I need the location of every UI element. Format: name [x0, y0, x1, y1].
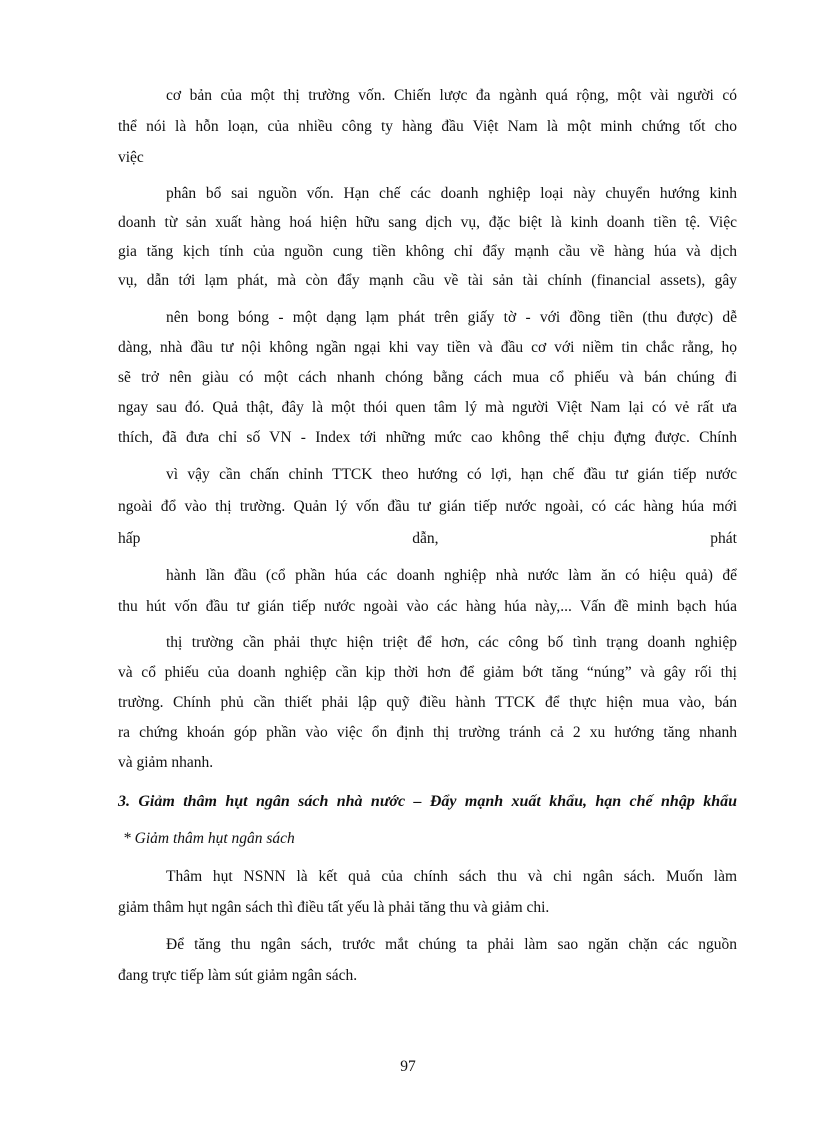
text-line: giảm thâm hụt ngân sách thì điều tất yếu là phải tăng thu và giảm chi. [118, 899, 550, 916]
text-line: và giảm nhanh. [118, 754, 214, 771]
text-line: thu hút vốn đầu tư gián tiếp nước ngoài vào các hàng húa này,... Vấn đề minh bạch húa [118, 598, 737, 615]
text-line: ra chứng khoán góp phần vào việc ổn định thị trường tránh cả 2 xu hướng tăng nhanh [118, 724, 737, 741]
text-line: nên bong bóng - một dạng lạm phát trên giấy tờ - với đồng tiền (thu được) dễ [166, 309, 737, 326]
text-line: hấp dẫn, phát [118, 530, 737, 547]
text-line: dàng, nhà đầu tư nội không ngần ngại khi vay tiền và đầu cơ với niềm tin chắc rằng, họ [118, 339, 737, 356]
page-number: 97 [400, 1058, 416, 1075]
text-line: thích, đã đưa chỉ số VN - Index tới những mức cao không thể chịu đựng được. Chính [118, 429, 737, 446]
text-line: Để tăng thu ngân sách, trước mắt chúng ta phải làm sao ngăn chặn các nguồn [166, 936, 737, 953]
text-line: ngay sau đó. Quả thật, đây là một thói quen tâm lý mà người Việt Nam lại có vẻ rất ưa [118, 399, 737, 416]
text-line: trường. Chính phủ cần thiết phải lập quỹ điều hành TTCK để thực hiện mua vào, bán [118, 694, 737, 711]
text-line: việc [118, 149, 144, 166]
text-line: vụ, dẫn tới lạm phát, mà còn đẩy mạnh cầu về tài sản tài chính (financial assets), gây [118, 272, 737, 289]
subsection-heading: * Giảm thâm hụt ngân sách [123, 830, 295, 847]
text-line: cơ bản của một thị trường vốn. Chiến lược đa ngành quá rộng, một vài người có [166, 87, 737, 104]
section-heading: 3. Giảm thâm hụt ngân sách nhà nước – Đẩy mạnh xuất khẩu, hạn chế nhập khẩu [118, 793, 737, 810]
text-line: sẽ trở nên giàu có một cách nhanh chóng bằng cách mua cổ phiếu và bán chúng đi [118, 369, 737, 386]
text-line: hành lần đầu (cổ phần húa các doanh nghiệp nhà nước làm ăn có hiệu quả) để [166, 567, 737, 584]
text-line: doanh từ sản xuất hàng hoá hiện hữu sang dịch vụ, đặc biệt là kinh doanh tiền tệ. Việc [118, 214, 737, 231]
text-line: đang trực tiếp làm sút giảm ngân sách. [118, 967, 358, 984]
text-line: thể nói là hỗn loạn, của nhiều công ty hàng đầu Việt Nam là một minh chứng tốt cho [118, 118, 737, 135]
text-line: và cổ phiếu của doanh nghiệp cần kịp thời hơn để giảm bớt tăng “núng” và gây rối thị [118, 664, 737, 681]
text-line: phân bổ sai nguồn vốn. Hạn chế các doanh nghiệp loại này chuyển hướng kinh [166, 185, 737, 202]
text-line: thị trường cần phải thực hiện triệt để hơn, các công bố tình trạng doanh nghiệp [166, 634, 737, 651]
text-line: gia tăng kịch tính của nguồn cung tiền không chỉ đẩy mạnh cầu về hàng húa và dịch [118, 243, 737, 260]
text-line: vì vậy cần chấn chỉnh TTCK theo hướng có lợi, hạn chế đầu tư gián tiếp nước [166, 466, 737, 483]
text-line: Thâm hụt NSNN là kết quả của chính sách thu và chi ngân sách. Muốn làm [166, 868, 737, 885]
text-line: ngoài đổ vào thị trường. Quản lý vốn đầu tư gián tiếp nước ngoài, có các hàng húa mới [118, 498, 737, 515]
